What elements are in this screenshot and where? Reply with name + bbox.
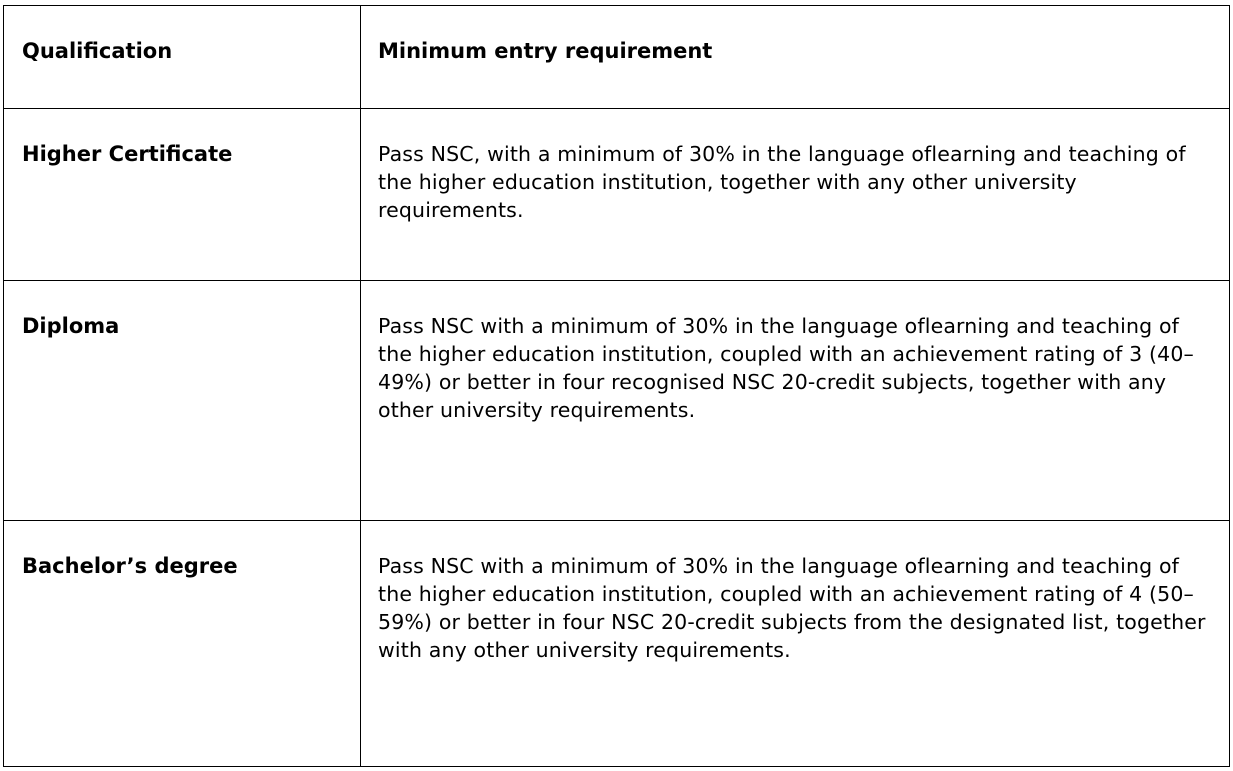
qualification-name: Diploma [22, 314, 120, 338]
qualification-cell [4, 281, 361, 521]
requirement-cell [361, 521, 1230, 767]
table-row-diploma [4, 281, 1230, 521]
qualification-name: Bachelor’s degree [22, 554, 238, 578]
qualification-name: Higher Certificate [22, 142, 233, 166]
table-row-higher-certificate [4, 109, 1230, 281]
requirement-cell [361, 109, 1230, 281]
header-requirement [361, 6, 1230, 109]
requirement-text: Pass NSC with a minimum of 30% in the language oflearning and teaching of the higher education institution, coupled with an achievement rating of 4 (50–59%) or better in four NSC 20-credit subjects from the designated list, together with any other university requirements. [378, 554, 1206, 662]
header-qualification-label: Qualification [22, 39, 173, 63]
header-qualification [4, 6, 361, 109]
qualification-cell [4, 109, 361, 281]
requirement-text: Pass NSC with a minimum of 30% in the language oflearning and teaching of the higher education institution, coupled with an achievement rating of 3 (40–49%) or better in four recognised NSC 20-credit subjects, together with any other university requirements. [378, 314, 1194, 422]
entry-requirements-table [3, 5, 1230, 767]
qualification-cell [4, 521, 361, 767]
requirement-text: Pass NSC, with a minimum of 30% in the language oflearning and teaching of the higher education institution, together with any other university requirements. [378, 142, 1186, 222]
table-header-row [4, 6, 1230, 109]
table-row-bachelors-degree [4, 521, 1230, 767]
header-requirement-label: Minimum entry requirement [378, 39, 713, 63]
requirement-cell [361, 281, 1230, 521]
